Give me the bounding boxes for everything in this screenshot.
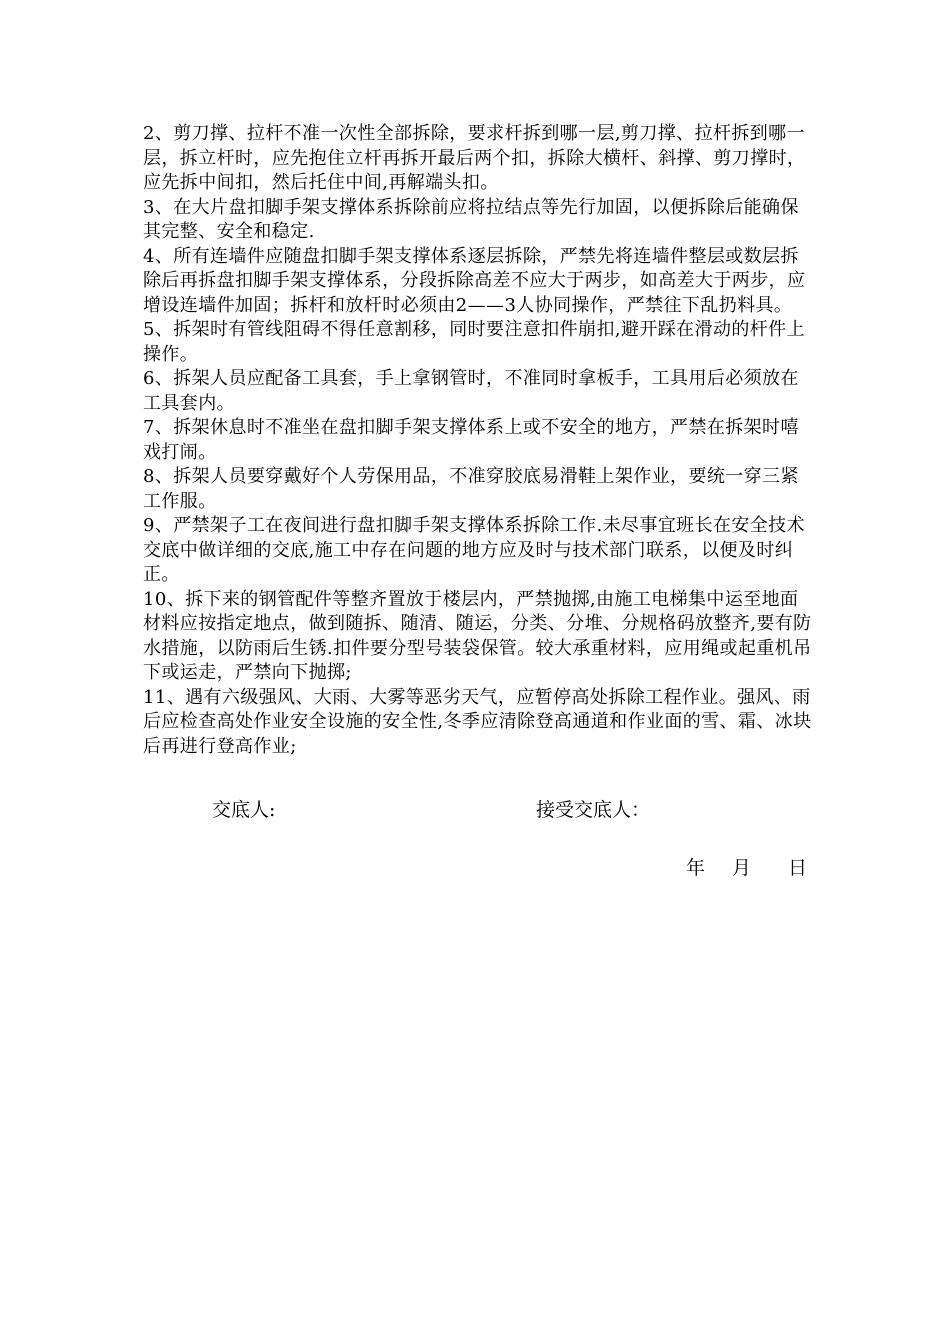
date-row xyxy=(0,853,950,883)
receiver-label: 接受交底人： xyxy=(536,799,651,821)
date-year-label: 年 xyxy=(686,857,706,879)
document-body xyxy=(143,122,815,759)
date-month-label: 月 xyxy=(732,857,752,879)
paragraph-item-3: 3、在大片盘扣脚手架支撑体系拆除前应将拉结点等先行加固，以便拆除后能确保其完整、安全和稳定. xyxy=(143,196,799,242)
paragraph-item-11: 11、遇有六级强风、大雨、大雾等恶劣天气，应暂停高处拆除工程作业。强风、雨后应检查高处作业安全设施的安全性,冬季应清除登高通道和作业面的雪、霜、冰块后再进行登高作业; xyxy=(143,686,812,757)
paragraph-item-6: 6、拆架人员应配备工具套，手上拿钢管时，不准同时拿板手，工具用后必须放在工具套内。 xyxy=(143,368,799,414)
signature-row xyxy=(0,795,950,825)
paragraph-item-2: 2、剪刀撑、拉杆不准一次性全部拆除，要求杆拆到哪一层,剪刀撑、拉杆拆到哪一层，拆立杆时，应先抱住立杆再拆开最后两个扣，拆除大横杆、斜撑、剪刀撑时，应先拆中间扣，然后托住中间,再解端头扣。 xyxy=(143,123,806,193)
paragraph-item-4: 4、所有连墙件应随盘扣脚手架支撑体系逐层拆除，严禁先将连墙件整层或数层拆除后再拆盘扣脚手架支撑体系，分段拆除高差不应大于两步，如高差大于两步，应增设连墙件加固；拆杆和放杆时必须由2——3人协同操作，严禁往下乱扔料具。 xyxy=(143,245,806,316)
date-day-label: 日 xyxy=(788,857,808,879)
paragraph-item-7: 7、拆架休息时不准坐在盘扣脚手架支撑体系上或不安全的地方，严禁在拆架时嘻戏打闹。 xyxy=(143,417,799,463)
paragraph-item-10: 10、拆下来的钢管配件等整齐置放于楼层内，严禁抛掷,由施工电梯集中运至地面材料应按指定地点，做到随拆、随清、随运，分类、分堆、分规格码放整齐,要有防水措施，以防雨后生锈.扣件要分型号装袋保管。较大承重材料，应用绳或起重机吊下或运走，严禁向下抛掷; xyxy=(143,588,812,683)
paragraph-item-8: 8、拆架人员要穿戴好个人劳保用品，不准穿胶底易滑鞋上架作业，要统一穿三紧工作服。 xyxy=(143,466,799,512)
discloser-label: 交底人: xyxy=(212,799,276,821)
paragraph-item-9: 9、严禁架子工在夜间进行盘扣脚手架支撑体系拆除工作.未尽事宜班长在安全技术交底中做详细的交底,施工中存在问题的地方应及时与技术部门联系，以便及时纠正。 xyxy=(143,515,805,585)
paragraph-item-5: 5、拆架时有管线阻碍不得任意割移，同时要注意扣件崩扣,避开踩在滑动的杆件上操作。 xyxy=(143,319,805,365)
